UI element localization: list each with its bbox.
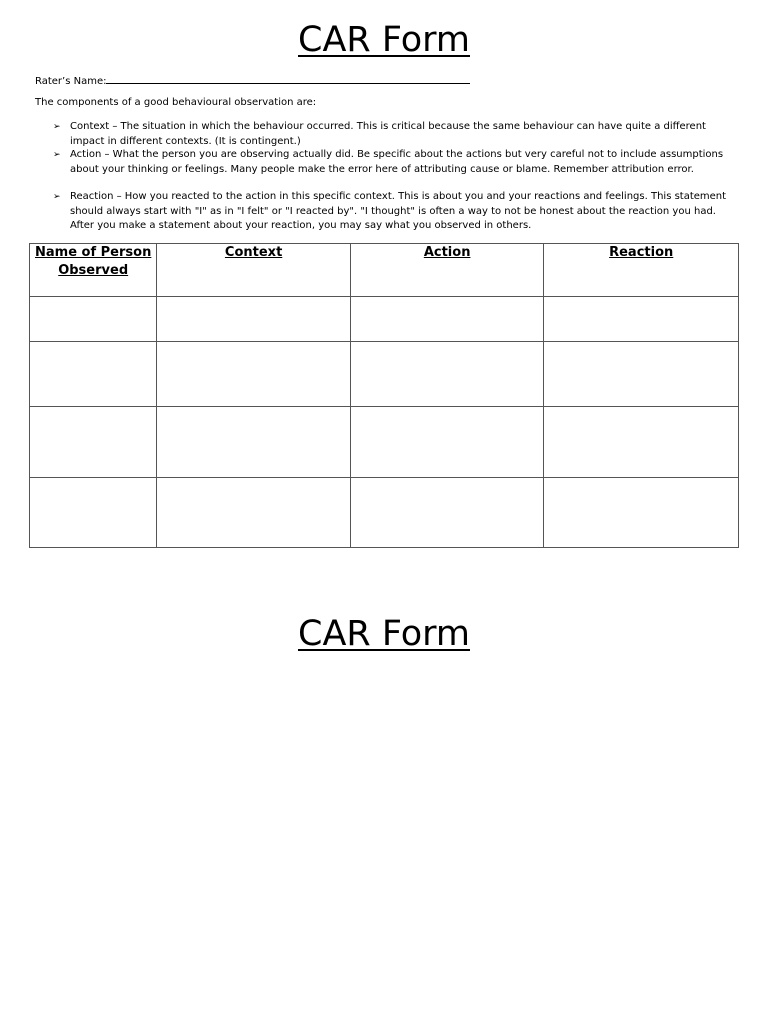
- table-cell[interactable]: [350, 297, 544, 342]
- page-title: CAR Form: [298, 20, 470, 60]
- component-text: Reaction – How you reacted to the action in this specific context. This is about you and your reactions and feelings. This statement should always start with "I" as in "I felt" or "I reacted by". "I thought" is often a way to not be honest about the reaction you had. After you make a statement about your reaction, you may say what you observed in others.: [70, 191, 727, 231]
- table-cell[interactable]: [544, 478, 739, 548]
- table-cell[interactable]: [30, 342, 157, 407]
- car-table: [29, 243, 739, 548]
- table-cell[interactable]: [544, 297, 739, 342]
- table-cell[interactable]: [30, 407, 157, 478]
- table-cell[interactable]: [544, 407, 739, 478]
- table-row: [30, 478, 739, 548]
- table-header-row: [30, 244, 739, 297]
- second-page-title: CAR Form: [298, 614, 470, 654]
- table-cell[interactable]: [350, 478, 544, 548]
- table-row: [30, 342, 739, 407]
- arrow-bullet-icon: ➢: [53, 150, 61, 160]
- components-list: [53, 120, 743, 234]
- table-cell[interactable]: [544, 342, 739, 407]
- arrow-bullet-icon: ➢: [53, 192, 61, 202]
- column-header-action: Action: [350, 244, 544, 297]
- table-cell[interactable]: [30, 478, 157, 548]
- rater-name-field: [35, 72, 470, 89]
- column-header-reaction: Reaction: [544, 244, 739, 297]
- table-row: [30, 297, 739, 342]
- table-cell[interactable]: [157, 297, 351, 342]
- column-header-context: Context: [157, 244, 351, 297]
- table-cell[interactable]: [157, 478, 351, 548]
- component-reaction: [53, 190, 743, 234]
- rater-name-label: Rater’s Name:: [35, 76, 107, 87]
- intro-text: The components of a good behavioural observation are:: [35, 97, 317, 108]
- column-header-name: Name of Person Observed: [30, 244, 157, 297]
- arrow-bullet-icon: ➢: [53, 122, 61, 132]
- rater-name-blank-line: [106, 72, 470, 84]
- component-context: [53, 120, 743, 148]
- component-text: Action – What the person you are observing actually did. Be specific about the actions but very careful not to include assumptions about your thinking or feelings. Many people make the error here of attributing cause or blame. Remember attribution error.: [70, 149, 724, 175]
- table-cell[interactable]: [157, 342, 351, 407]
- component-action: [53, 148, 743, 190]
- table-cell[interactable]: [157, 407, 351, 478]
- table-cell[interactable]: [350, 407, 544, 478]
- table-row: [30, 407, 739, 478]
- table-cell[interactable]: [350, 342, 544, 407]
- component-text: Context – The situation in which the behaviour occurred. This is critical because the same behaviour can have quite a different impact in different contexts. (It is contingent.): [70, 121, 706, 147]
- table-cell[interactable]: [30, 297, 157, 342]
